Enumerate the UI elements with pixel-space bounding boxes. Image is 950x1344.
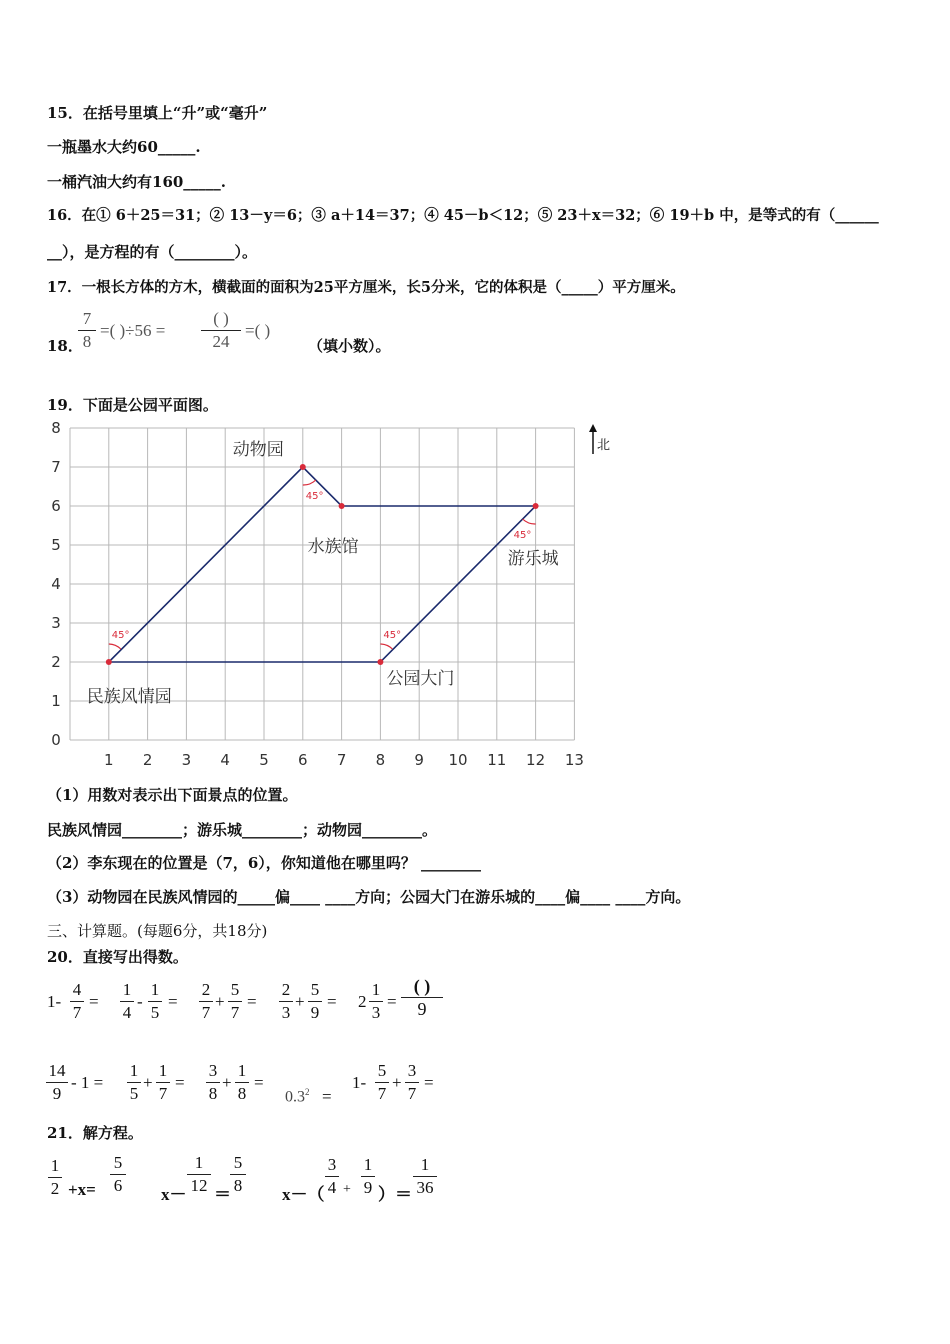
fraction-bar — [120, 1001, 134, 1002]
q20-r2-i5-frac2 — [405, 1061, 419, 1104]
num: 1 — [420, 1155, 430, 1174]
q20-r1-i2-frac1 — [120, 980, 134, 1023]
num: 3 — [407, 1061, 417, 1080]
angle-label: 45° — [305, 491, 324, 502]
fraction-bar — [199, 1001, 213, 1002]
x-tick-label: 12 — [526, 751, 546, 769]
x-tick-label: 6 — [298, 751, 308, 769]
q20-r1-i5-eq: = — [387, 992, 397, 1011]
den: 7 — [230, 1003, 240, 1022]
base: 0.3 — [285, 1088, 305, 1106]
q21-eq3-mid: ）＝ — [378, 1185, 412, 1204]
q21-eq1-mid: +x= — [68, 1180, 96, 1199]
q15-line2: 一桶汽油大约有160_____. — [47, 173, 227, 191]
q20-r1-i3-op: + — [215, 992, 225, 1011]
landmark-label: 水族馆 — [307, 537, 359, 557]
den: 5 — [129, 1084, 139, 1103]
q20-r2-i3-op: + — [222, 1073, 232, 1092]
num: 5 — [377, 1061, 387, 1080]
q20-r1-i4-frac2 — [308, 980, 322, 1023]
angle-arc — [380, 644, 392, 649]
y-tick-label: 4 — [51, 575, 61, 593]
q18-frac2-num: ( ) — [213, 309, 229, 328]
den: 36 — [416, 1178, 434, 1197]
y-tick-label: 8 — [51, 420, 61, 437]
num: 1 — [237, 1061, 247, 1080]
num: 2 — [281, 980, 291, 999]
num: 1 — [363, 1155, 373, 1174]
den: 9 — [52, 1084, 62, 1103]
q20-r2-i2-op: + — [143, 1073, 153, 1092]
fraction-bar — [156, 1082, 170, 1083]
q20-r2-i2-eq: = — [175, 1073, 185, 1092]
q20-r1-i2-frac2 — [148, 980, 162, 1023]
q20-r2-i1-frac — [46, 1061, 68, 1104]
y-tick-label: 1 — [51, 692, 61, 710]
angle-arc — [523, 519, 536, 524]
angle-label: 45° — [383, 630, 402, 641]
landmark-label: 游乐城 — [507, 549, 559, 569]
fraction-bar — [308, 1001, 322, 1002]
den: 4 — [327, 1178, 337, 1197]
q15-line1: 一瓶墨水大约60_____. — [47, 138, 201, 156]
num: 1 — [50, 1156, 60, 1175]
q18-frac1-den: 8 — [82, 332, 92, 351]
q20-r1-i2-eq: = — [168, 992, 178, 1011]
angle-arc — [303, 480, 316, 485]
num: 5 — [230, 980, 240, 999]
q20-r2-i5-eq: = — [424, 1073, 434, 1092]
y-tick-label: 6 — [51, 497, 61, 515]
fraction-bar — [206, 1082, 220, 1083]
x-tick-label: 2 — [142, 751, 153, 769]
y-tick-label: 2 — [51, 653, 61, 671]
fraction-bar — [235, 1082, 249, 1083]
q20-r2-i5-frac1 — [375, 1061, 389, 1104]
num: 4 — [72, 980, 82, 999]
q21-eq2-frac1 — [187, 1153, 211, 1196]
q20-r1-i4-frac1 — [279, 980, 293, 1023]
fraction-bar — [187, 1174, 211, 1175]
den: 8 — [208, 1084, 218, 1103]
num: ( ) — [413, 976, 431, 996]
north-label: 北 — [597, 438, 611, 453]
q19-sub2: （2）李东现在的位置是（7，6），你知道他在哪里吗？ ________ — [47, 854, 482, 872]
q21-eq2-pre: x－ — [161, 1185, 187, 1204]
fraction-bar — [230, 1174, 246, 1175]
fraction-bar — [148, 1001, 162, 1002]
q18-label: 18． — [47, 337, 83, 355]
q18-frac2-den: 24 — [212, 332, 230, 351]
q20-title: 20．直接写出得数。 — [47, 948, 188, 966]
landmark-point — [377, 659, 383, 665]
fraction-bar — [78, 330, 96, 331]
angle-label: 45° — [111, 630, 130, 641]
q18-tail: =( ) — [245, 321, 271, 340]
fraction-bar — [325, 1176, 339, 1177]
den: 5 — [150, 1003, 160, 1022]
x-tick-label: 8 — [375, 751, 386, 769]
angle-label: 45° — [513, 530, 532, 541]
den: 3 — [281, 1003, 291, 1022]
num: 1 — [158, 1061, 168, 1080]
q20-r2-i3-frac2 — [235, 1061, 249, 1104]
q20-r1-i5-whole: 2 — [358, 992, 367, 1011]
num: 1 — [194, 1153, 204, 1172]
den: 7 — [201, 1003, 211, 1022]
den: 8 — [233, 1176, 243, 1195]
q19-sub1: （1）用数对表示出下面景点的位置。 — [47, 786, 298, 804]
q21-eq3-frac3 — [413, 1155, 437, 1198]
q18-frac1 — [78, 309, 96, 352]
q20-r2-i5-op: + — [392, 1073, 402, 1092]
q15-title: 15．在括号里填上“升”或“毫升” — [47, 104, 268, 122]
q18-mid: =( )÷56 = — [100, 321, 166, 340]
q20-r2-i4-eq: = — [322, 1087, 332, 1106]
q18-frac2 — [201, 309, 241, 352]
landmark-point — [106, 659, 112, 665]
den: 3 — [371, 1003, 381, 1022]
den: 12 — [190, 1176, 208, 1195]
fraction-bar — [127, 1082, 141, 1083]
fraction-bar — [48, 1177, 62, 1178]
den: 7 — [407, 1084, 417, 1103]
q21-eq2-mid: ＝ — [214, 1185, 231, 1204]
q20-r2-i2-frac2 — [156, 1061, 170, 1104]
section3-title: 三、计算题。(每题6分，共18分) — [47, 922, 268, 940]
fraction-bar — [405, 1082, 419, 1083]
q20-r1-i1-eq: = — [89, 992, 99, 1011]
den: 7 — [158, 1084, 168, 1103]
landmark-label: 动物园 — [232, 440, 284, 460]
fraction-bar — [413, 1176, 437, 1177]
q20-r1-i2-op: - — [137, 992, 143, 1011]
q20-r2-i4-base — [285, 1087, 310, 1106]
num: 1 — [371, 980, 381, 999]
q20-r1-i3-frac1 — [199, 980, 213, 1023]
num: 5 — [233, 1153, 243, 1172]
q16-line2: __），是方程的有（________）。 — [47, 243, 258, 261]
x-tick-label: 1 — [104, 751, 114, 769]
q20-r1-i1-pre: 1- — [47, 992, 62, 1011]
q20-r1-i5-frac1 — [369, 980, 383, 1023]
q16-line1: 16．在① 6＋25＝31；② 13－y＝6；③ a＋14＝37；④ 45－b＜12；⑤ 23＋x＝32；⑥ 19＋b 中，是等式的有（______ — [47, 207, 879, 224]
q20-r1-i5-frac2 — [401, 976, 443, 1019]
y-tick-label: 0 — [51, 731, 61, 749]
x-tick-label: 9 — [414, 751, 424, 769]
num: 5 — [113, 1153, 123, 1172]
q19-sub3: （3）动物园在民族风情园的_____偏____ ____方向；公园大门在游乐城的____偏____ ____方向。 — [47, 888, 691, 906]
q21-eq1-frac2 — [110, 1153, 126, 1196]
y-tick-label: 5 — [51, 536, 61, 554]
den: 7 — [72, 1003, 82, 1022]
y-tick-label: 3 — [51, 614, 61, 632]
fraction-bar — [46, 1082, 68, 1083]
x-tick-label: 10 — [448, 751, 468, 769]
q21-eq3-op: + — [343, 1182, 351, 1197]
q20-r1-i4-eq: = — [327, 992, 337, 1011]
den: 9 — [310, 1003, 320, 1022]
landmark-point — [300, 464, 306, 470]
num: 3 — [327, 1155, 337, 1174]
fraction-bar — [70, 1001, 84, 1002]
x-tick-label: 7 — [336, 751, 347, 769]
q21-eq3-pre: x－（ — [282, 1185, 325, 1204]
den: 7 — [377, 1084, 387, 1103]
num: 2 — [201, 980, 211, 999]
num: 14 — [48, 1061, 66, 1080]
fraction-bar — [401, 997, 443, 998]
landmark-labels — [87, 440, 559, 707]
fraction-bar — [375, 1082, 389, 1083]
y-tick-label: 7 — [51, 458, 61, 476]
fraction-bar — [228, 1001, 242, 1002]
landmark-point — [533, 503, 539, 509]
angle-arc — [109, 644, 121, 649]
fraction-bar — [279, 1001, 293, 1002]
q20-r1-i1-frac — [70, 980, 84, 1023]
num: 1 — [122, 980, 132, 999]
q20-r2-i2-frac1 — [127, 1061, 141, 1104]
x-tick-label: 13 — [564, 751, 584, 769]
num: 1 — [129, 1061, 139, 1080]
num: 1 — [150, 980, 160, 999]
q19-sub1-line: 民族风情园________；游乐城________；动物园________。 — [47, 821, 438, 839]
num: 5 — [310, 980, 320, 999]
den: 2 — [50, 1179, 60, 1198]
fraction-bar — [110, 1174, 126, 1175]
q21-eq3-frac2 — [361, 1155, 375, 1198]
x-tick-label: 4 — [220, 751, 230, 769]
fraction-bar — [201, 330, 241, 331]
den: 4 — [122, 1003, 132, 1022]
q20-r1-i3-eq: = — [247, 992, 257, 1011]
q21-eq1-frac1 — [48, 1156, 62, 1199]
den: 9 — [363, 1178, 373, 1197]
x-tick-label: 11 — [487, 751, 507, 769]
landmark-label: 公园大门 — [386, 669, 455, 689]
x-tick-label: 5 — [259, 751, 269, 769]
q20-r2-i3-frac1 — [206, 1061, 220, 1104]
exponent: 2 — [305, 1087, 310, 1097]
q21-eq2-frac2 — [230, 1153, 246, 1196]
q17-text: 17．一根长方体的方木，横截面的面积为25平方厘米，长5分米，它的体积是（_____）平方厘米。 — [47, 279, 685, 296]
fraction-bar — [361, 1176, 375, 1177]
q18-frac1-num: 7 — [82, 309, 92, 328]
den: 6 — [113, 1176, 123, 1195]
x-tick-label: 3 — [181, 751, 192, 769]
den: 8 — [237, 1084, 247, 1103]
q20-r1-i3-frac2 — [228, 980, 242, 1023]
q21-title: 21．解方程。 — [47, 1124, 143, 1142]
q21-eq3-frac1 — [325, 1155, 339, 1198]
den: 9 — [417, 999, 427, 1019]
landmark-label: 民族风情园 — [86, 687, 172, 707]
num: 3 — [208, 1061, 218, 1080]
landmark-point — [339, 503, 345, 509]
q18-note: （填小数）。 — [308, 337, 391, 355]
q20-r2-i3-eq: = — [254, 1073, 264, 1092]
q20-r1-i4-op: + — [295, 992, 305, 1011]
axis-ticks — [51, 420, 584, 769]
q19-title: 19．下面是公园平面图。 — [47, 396, 218, 414]
park-map-chart — [40, 420, 620, 775]
q20-r2-i5-pre: 1- — [352, 1073, 367, 1092]
fraction-bar — [369, 1001, 383, 1002]
q20-r2-i1-post: - 1 = — [71, 1073, 104, 1092]
